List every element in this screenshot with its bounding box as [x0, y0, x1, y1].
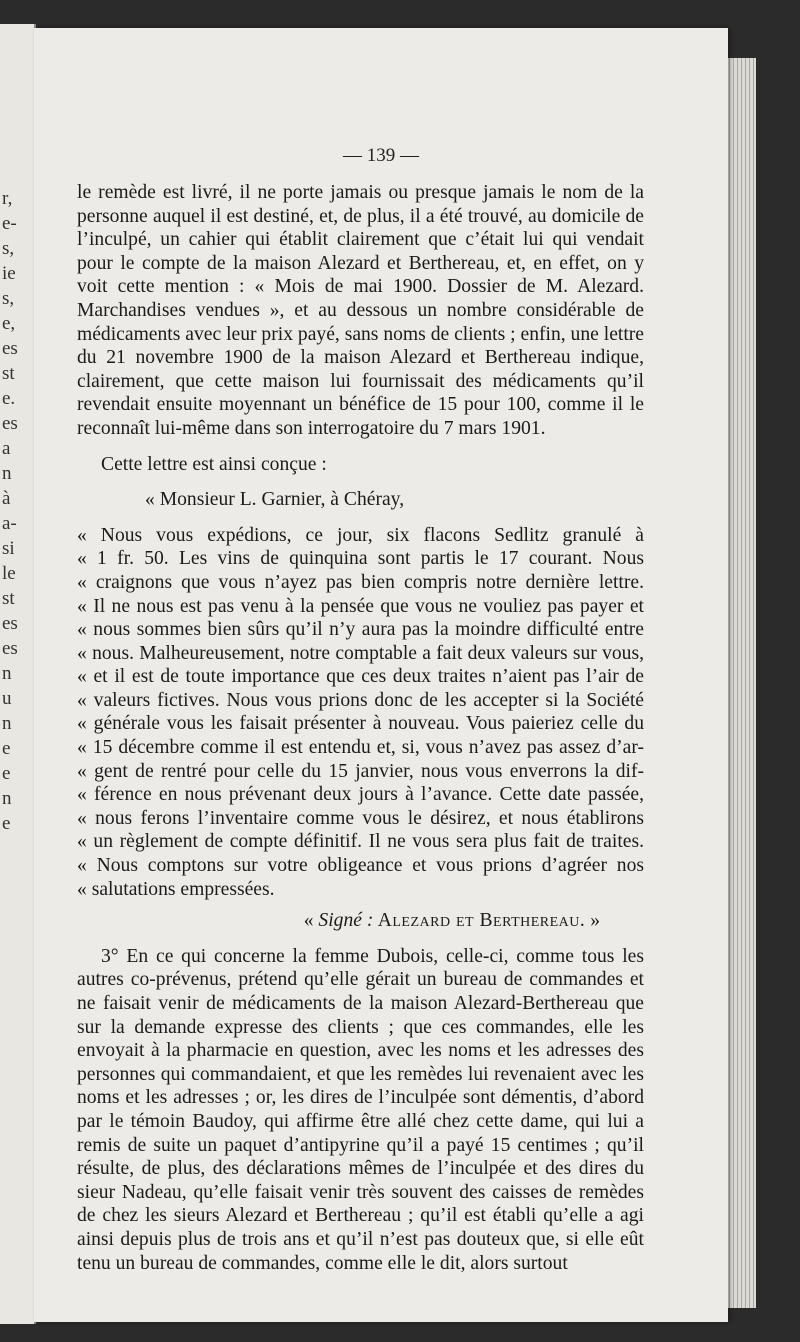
adjacent-page-text-fragment: es [2, 413, 18, 434]
letter-line: « valeurs fictives. Nous vous prions donc de les accepter si la Société [77, 689, 644, 711]
letter-line: « salutations empressées. [77, 878, 275, 900]
adjacent-page-text-fragment: si [2, 538, 15, 559]
adjacent-page-text-fragment: ie [2, 263, 16, 284]
adjacent-page-text-fragment: a- [2, 513, 17, 534]
adjacent-page-edge [0, 24, 36, 1324]
letter-line: « et il est de toute importance que ces deux traites n’aient pas l’air de [77, 666, 644, 688]
adjacent-page-text-fragment: r, [2, 188, 13, 209]
letter-line: « Il ne nous est pas venu à la pensée que vous ne vouliez pas payer et [77, 595, 644, 617]
signature-close: » [585, 910, 600, 932]
letter-line: « un règlement de compte définitif. Il ne vous sera plus fait de traites. [77, 831, 644, 853]
letter-line: « gent de rentré pour celle du 15 janvier, nous vous enverrons la dif- [77, 760, 644, 782]
page-number: — 139 — [343, 145, 419, 166]
letter-line: « 15 décembre comme il est entendu et, si, vous n’avez pas assez d’ar- [77, 737, 644, 759]
adjacent-page-text-fragment: n [2, 788, 12, 809]
adjacent-page-text-fragment: es [2, 613, 18, 634]
adjacent-page-text-fragment: n [2, 713, 12, 734]
letter-line: « craignons que vous n’ayez pas bien compris notre dernière lettre. [77, 571, 644, 593]
paragraph-3: 3° En ce qui concerne la femme Dubois, celle-ci, comme tous les autres co-prévenus, prétend qu’elle gérait un bureau de commandes et ne faisait venir de médicaments de la maison Alezard-Berthereau que sur la demande expresse des clients ; que ces commandes, elle les envoyait à la pharmacie en question, avec les noms et les adresses des personnes qui commandaient, et que les remèdes lui revenaient avec les noms et les adresses ; or, les dires de l’inculpée sont démentis, d’abord par le témoin Baudoy, qui affirme être allé chez cette dame, qui lui a remis de suite un paquet d’antipyrine qu’il a payé 15 centimes ; qu’il résulte, de plus, des déclarations mêmes de l’inculpée et des dires du sieur Nadeau, qu’elle faisait venir très souvent des caisses de remèdes de chez les sieurs Alezard et Berthereau ; qu’il est établi qu’elle a agi ainsi depuis plus de trois ans et qu’il n’est pas douteux que, si elle eût tenu un bureau de commandes, comme elle le dit, alors surtout [77, 945, 644, 1274]
letter-line: « générale vous les faisait présenter à nouveau. Vous paieriez celle du [77, 713, 644, 735]
page-body [77, 145, 644, 1275]
adjacent-page-text-fragment: à [2, 488, 11, 509]
letter-salutation: « Monsieur L. Garnier, à Chéray, [145, 489, 405, 511]
paragraph-1: le remède est livré, il ne porte jamais ou presque jamais le nom de la personne auquel il est destiné, et, de plus, il a été trouvé, au domicile de l’inculpé, un cahier qui établit clairement que c’était lui qui vendait pour le compte de la maison Alezard et Berthereau, et, en effet, on y voit cette mention : « Mois de mai 1900. Dossier de M. Alezard. Marchandises vendues », et au dessous un nombre considérable de médicaments avec leur prix payé, sans noms de clients ; enfin, une lettre du 21 novembre 1900 de la maison Alezard et Berthereau indique, clairement, que cette maison lui fournissait des médicaments qu’il revendait ensuite moyennant un bénéfice de 15 pour 100, comme il le reconnaît lui-même dans son interrogatoire du 7 mars 1901. [77, 182, 644, 439]
adjacent-page-text-fragment: st [2, 363, 15, 384]
adjacent-page-text-fragment: a [2, 438, 11, 459]
signature-open: « [303, 910, 319, 932]
letter-line: « Nous comptons sur votre obligeance et vous prions d’agréer nos [77, 855, 644, 877]
letter-line: « nous ferons l’inventaire comme vous le désirez, et nous établirons [77, 807, 644, 829]
adjacent-page-text-fragment: es [2, 638, 18, 659]
adjacent-page-text-fragment: es [2, 338, 18, 359]
adjacent-page-text-fragment: s, [2, 288, 15, 309]
adjacent-page-text-fragment: e [2, 813, 11, 834]
letter-body [77, 524, 644, 902]
adjacent-page-text-fragment: e, [2, 313, 16, 334]
adjacent-page-text-fragment: e. [2, 388, 16, 409]
letter-line: « 1 fr. 50. Les vins de quinquina sont partis le 17 courant. Nous [77, 548, 644, 570]
signature-signe: Signé : [318, 910, 374, 932]
letter-intro: Cette lettre est ainsi conçue : [101, 453, 327, 475]
letter-line: « nous. Malheureusement, notre comptable a fait deux valeurs sur vous, [77, 642, 644, 664]
letter-signature [77, 909, 644, 933]
adjacent-page-text-fragment: s, [2, 238, 15, 259]
adjacent-page-text-fragment: e [2, 763, 11, 784]
letter-line: « férence en nous prévenant deux jours à l’avance. Cette date passée, [77, 784, 644, 806]
letter-line: « nous sommes bien sûrs qu’il n’y aura pas la moindre difficulté entre [77, 619, 644, 641]
letter-line: « Nous vous expédions, ce jour, six flacons Sedlitz granulé à [77, 524, 644, 546]
adjacent-page-text-fragment: e- [2, 213, 17, 234]
signature-names: Alezard et Berthereau. [373, 910, 586, 932]
adjacent-page-text-fragment: e [2, 738, 11, 759]
adjacent-page-text-fragment: le [2, 563, 16, 584]
adjacent-page-text-fragment: st [2, 588, 15, 609]
adjacent-page-text-fragment: n [2, 663, 12, 684]
adjacent-page-text-fragment: u [2, 688, 12, 709]
adjacent-page-text-fragment: n [2, 463, 12, 484]
